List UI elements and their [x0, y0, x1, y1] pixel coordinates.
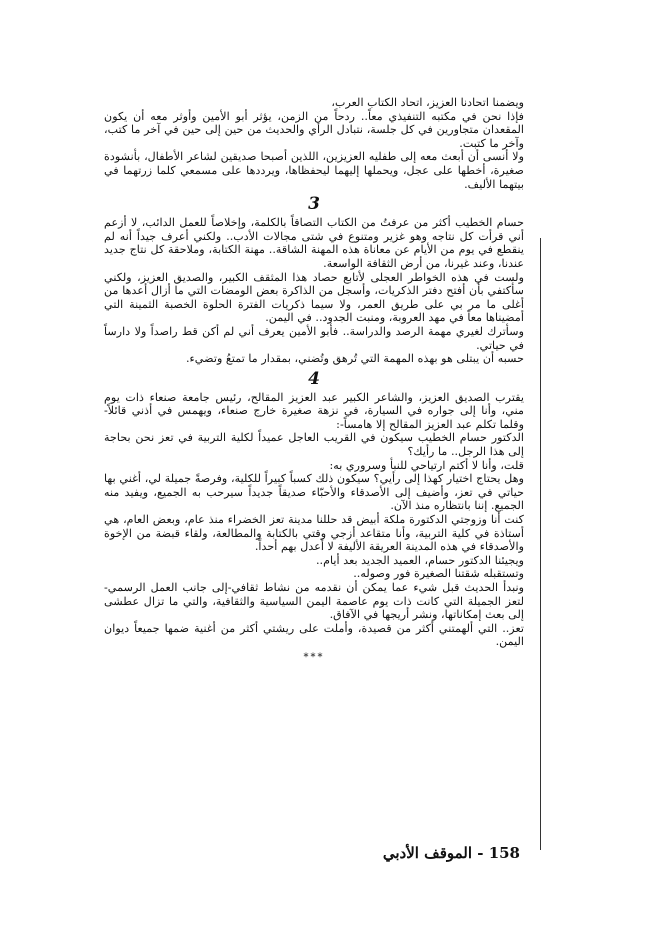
section-number: 4 [308, 368, 320, 389]
paragraph: حسام الخطيب أكثر من عرفتُ من الكتاب التصاقاً بالكلمة، وإخلاصاً للعمل الدائب، لا أزعم أني قرأت كل نتاجه وهو غزير ومتنوع في شتى مجالات الأدب.. ولكني أعرف جيداً أنه لم ينقطع في يوم من الأيام عن معاناة هذه المهنة الشاقة.. مهنة الكتابة، وملاحقة كل نتاج جديد عندنا، وعند غيرنا، من أرض الثقافة الواسعة. [104, 216, 524, 270]
paragraph: وسأترك لغيري مهمة الرصد والدراسة.. فأبو الأمين يعرف أني لم أكن قط راصداً ولا دارساً في حياتي. [104, 324, 524, 352]
section-number: 3 [308, 194, 320, 215]
paragraph: كنت أنا وزوجتي الدكتورة ملكة أبيض قد حللنا مدينة تعز الخضراء منذ عام، وبعض العام، هي أستاذة في كلية التربية، وأنا متقاعد أزجي وقتي بالكتابة والمطالعة، ولقاء قبضة من الإخوة والأصدقاء في هذه المدينة العريقة الأليفة لا أعدل بهم أحداً. [104, 513, 524, 554]
paragraph: حسبه أن يبتلى هو بهذه المهمة التي تُرهق وتُضني، بمقدار ما تمتعُ وتضيء. [185, 352, 524, 366]
paragraph: ويجيئنا الدكتور حسام، العميد الجديد بعد أيام.. [315, 553, 524, 567]
paragraph: وتستقبله شقتنا الصغيرة فور وصوله.. [353, 567, 524, 581]
article-body [104, 96, 524, 665]
paragraph: ويضمنا اتحادنا العزيز، اتحاد الكتاب العرب، [331, 96, 524, 109]
section-end-stars: *** [303, 651, 325, 663]
paragraph: يقترب الصديق العزيز، والشاعر الكبير عبد العزيز المقالح، رئيس جامعة صنعاء ذات يوم مني، وأنا إلى جواره في السيارة، في نزهة صغيرة خارج صنعاء، ويهمس في أذني قائلاً- وقلما تكلم عبد العزيز المقالح إلا هامساً-: [104, 390, 524, 431]
paragraph: تعز.. التي ألهمتني أكثر من قصيدة، وأملت على ريشتي أكثر من أغنية ضمها جميعاً ديوان اليمن. [104, 621, 524, 649]
paragraph: قلت، وأنا لا أكتم ارتياحي للنبأ وسروري به: [329, 458, 524, 472]
paragraph: ولا أنسى أن أبعث معه إلى طفليه العزيزين، اللذين أصبحا صديقين لشاعر الأطفال، بأنشودة صغيرة، أخطها على عجل، ويحملها إليهما ليحفظاها، ويرددها على مسمعي كلما زرتهما في بيتهما الأليف. [104, 150, 524, 191]
paragraph: فإذا نحن في مكتبه التنفيذي معاً.. ردحاً من الزمن، يؤثر أبو الأمين وأوثر معه أن يكون المقعدان متجاورين في كل جلسة، نتبادل الرأي والحديث من حين إلى حين في آخر ما كتب، وآخر ما كتبت. [104, 109, 524, 150]
paragraph: ولست في هذه الخواطر العجلى لأتابع حصاد هذا المثقف الكبير، والصديق العزيز، ولكني سأكتفي بأن أفتح دفتر الذكريات، وأسجل من الذاكرة بعض الومضات التي ما أزال أعدها من أغلى ما مر بي على طريق العمر، ولا سيما ذكريات الفترة الحلوة الخصبة الثمينة التي أمضيناها معاً في مهد العروبة، ومنبت الجدود.. في اليمن. [104, 270, 524, 325]
vertical-rule [540, 238, 541, 850]
paragraph: وهل يحتاج اختيار كهذا إلى رأيي؟ سيكون ذلك كسباً كبيراً للكلية، وفرصةً جميلة لي، أغني بها حياتي في تعز، وأضيف إلى الأصدقاء والأحبّاء صديقاً جديداً سيرحب به الجميع، ويفيد منه الجميع. إننا بانتظاره منذ الآن. [104, 472, 524, 513]
paragraph: ونبدأ الحديث قبل شيء عما يمكن أن نقدمه من نشاط ثقافي-إلى جانب العمل الرسمي- لتعز الجميلة التي كانت ذات يوم عاصمة اليمن السياسية والثقافية، والتي ما تزال عطشى إلى بعث إمكاناتها، ونشر أريجها في الآفاق. [104, 581, 524, 622]
paragraph: الدكتور حسام الخطيب سيكون في القريب العاجل عميداً لكلية التربية في تعز نحن بحاجة إلى هذا الرجل.. ما رأيك؟ [104, 431, 524, 459]
page-footer: 158 - الموقف الأدبي [382, 844, 520, 862]
